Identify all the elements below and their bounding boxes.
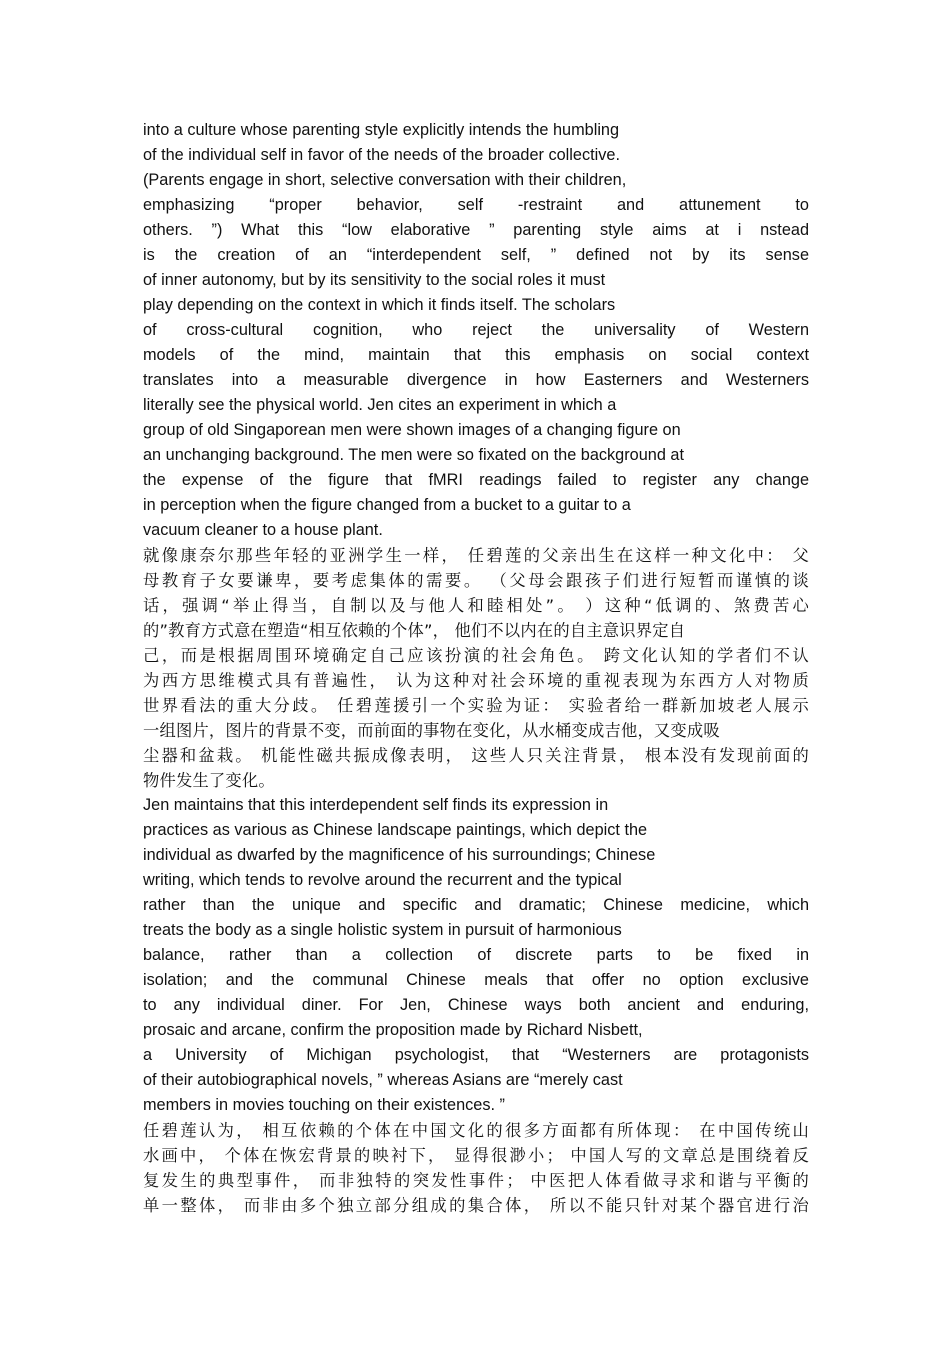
text-line: practices as various as Chinese landscape paintings, which depict the (143, 821, 648, 839)
text-line: Jen maintains that this interdependent self finds its expression in (143, 796, 609, 814)
text-line: rather than the unique and specific and dramatic; Chinese medicine, which (143, 896, 809, 914)
text-line: (Parents engage in short, selective conversation with their children, (143, 171, 627, 189)
text-line: translates into a measurable divergence in how Easterners and Westerners (143, 371, 809, 389)
text-line: the expense of the figure that fMRI readings failed to register any change (143, 471, 809, 489)
text-line: a University of Michigan psychologist, that “Westerners are protagonists (143, 1046, 809, 1064)
text-line: to any individual diner. For Jen, Chinese ways both ancient and enduring, (143, 996, 809, 1014)
chinese-paragraph (143, 543, 809, 793)
text-line: 的”教育方式意在塑造“相互依赖的个体”， 他们不以内在的自主意识界定自 (143, 621, 686, 640)
text-line: 物件发生了变化。 (143, 771, 275, 790)
text-line: individual as dwarfed by the magnificence of his surroundings; Chinese (143, 846, 656, 864)
text-line: of their autobiographical novels, ” whereas Asians are “merely cast (143, 1071, 623, 1089)
chinese-paragraph (143, 1118, 809, 1218)
text-line: 母教育子女要谦卑，要考虑集体的需要。 （父母会跟孩子们进行短暂而谨慎的谈 (143, 571, 809, 590)
text-line: of inner autonomy, but by its sensitivity to the social roles it must (143, 271, 606, 289)
document-body (143, 118, 809, 1218)
text-line: 就像康奈尔那些年轻的亚洲学生一样， 任碧莲的父亲出生在这样一种文化中： 父 (143, 546, 809, 565)
text-line: 话，强调“举止得当，自制以及与他人和睦相处”。 ）这种“低调的、煞费苦心 (143, 596, 809, 615)
text-line: 世界看法的重大分歧。 任碧莲援引一个实验为证： 实验者给一群新加坡老人展示 (143, 696, 809, 715)
text-line: 复发生的典型事件， 而非独特的突发性事件； 中医把人体看做寻求和谐与平衡的 (143, 1171, 809, 1190)
text-line: 己，而是根据周围环境确定自己应该扮演的社会角色。 跨文化认知的学者们不认 (143, 646, 809, 665)
text-line: members in movies touching on their existences. ” (143, 1096, 505, 1114)
text-line: of cross-cultural cognition, who reject the universality of Western (143, 321, 809, 339)
english-paragraph (143, 118, 809, 543)
text-line: others. ”) What this “low elaborative ” parenting style aims at i nstead (143, 221, 809, 239)
text-line: emphasizing “proper behavior, self -restraint and attunement to (143, 196, 809, 214)
text-line: 尘器和盆栽。 机能性磁共振成像表明， 这些人只关注背景， 根本没有发现前面的 (143, 746, 809, 765)
text-line: of the individual self in favor of the needs of the broader collective. (143, 146, 620, 164)
text-line: in perception when the figure changed from a bucket to a guitar to a (143, 496, 631, 514)
text-line: 一组图片，图片的背景不变，而前面的事物在变化，从水桶变成吉他，又变成吸 (143, 721, 720, 740)
text-line: balance, rather than a collection of discrete parts to be fixed in (143, 946, 809, 964)
text-line: literally see the physical world. Jen cites an experiment in which a (143, 396, 617, 414)
text-line: is the creation of an “interdependent self, ” defined not by its sense (143, 246, 809, 264)
english-paragraph (143, 793, 809, 1118)
text-line: 水画中， 个体在恢宏背景的映衬下， 显得很渺小； 中国人写的文章总是围绕着反 (143, 1146, 809, 1165)
text-line: isolation; and the communal Chinese meals that offer no option exclusive (143, 971, 809, 989)
text-line: prosaic and arcane, confirm the proposition made by Richard Nisbett, (143, 1021, 643, 1039)
text-line: play depending on the context in which it finds itself. The scholars (143, 296, 616, 314)
text-line: 为西方思维模式具有普遍性， 认为这种对社会环境的重视表现为东西方人对物质 (143, 671, 809, 690)
text-line: models of the mind, maintain that this emphasis on social context (143, 346, 809, 364)
text-line: treats the body as a single holistic system in pursuit of harmonious (143, 921, 622, 939)
text-line: an unchanging background. The men were so fixated on the background at (143, 446, 684, 464)
text-line: into a culture whose parenting style explicitly intends the humbling (143, 121, 620, 139)
text-line: vacuum cleaner to a house plant. (143, 521, 383, 539)
text-line: group of old Singaporean men were shown images of a changing figure on (143, 421, 681, 439)
text-line: writing, which tends to revolve around the recurrent and the typical (143, 871, 622, 889)
text-line: 单一整体， 而非由多个独立部分组成的集合体， 所以不能只针对某个器官进行治 (143, 1196, 809, 1215)
text-line: 任碧莲认为， 相互依赖的个体在中国文化的很多方面都有所体现： 在中国传统山 (143, 1121, 809, 1140)
